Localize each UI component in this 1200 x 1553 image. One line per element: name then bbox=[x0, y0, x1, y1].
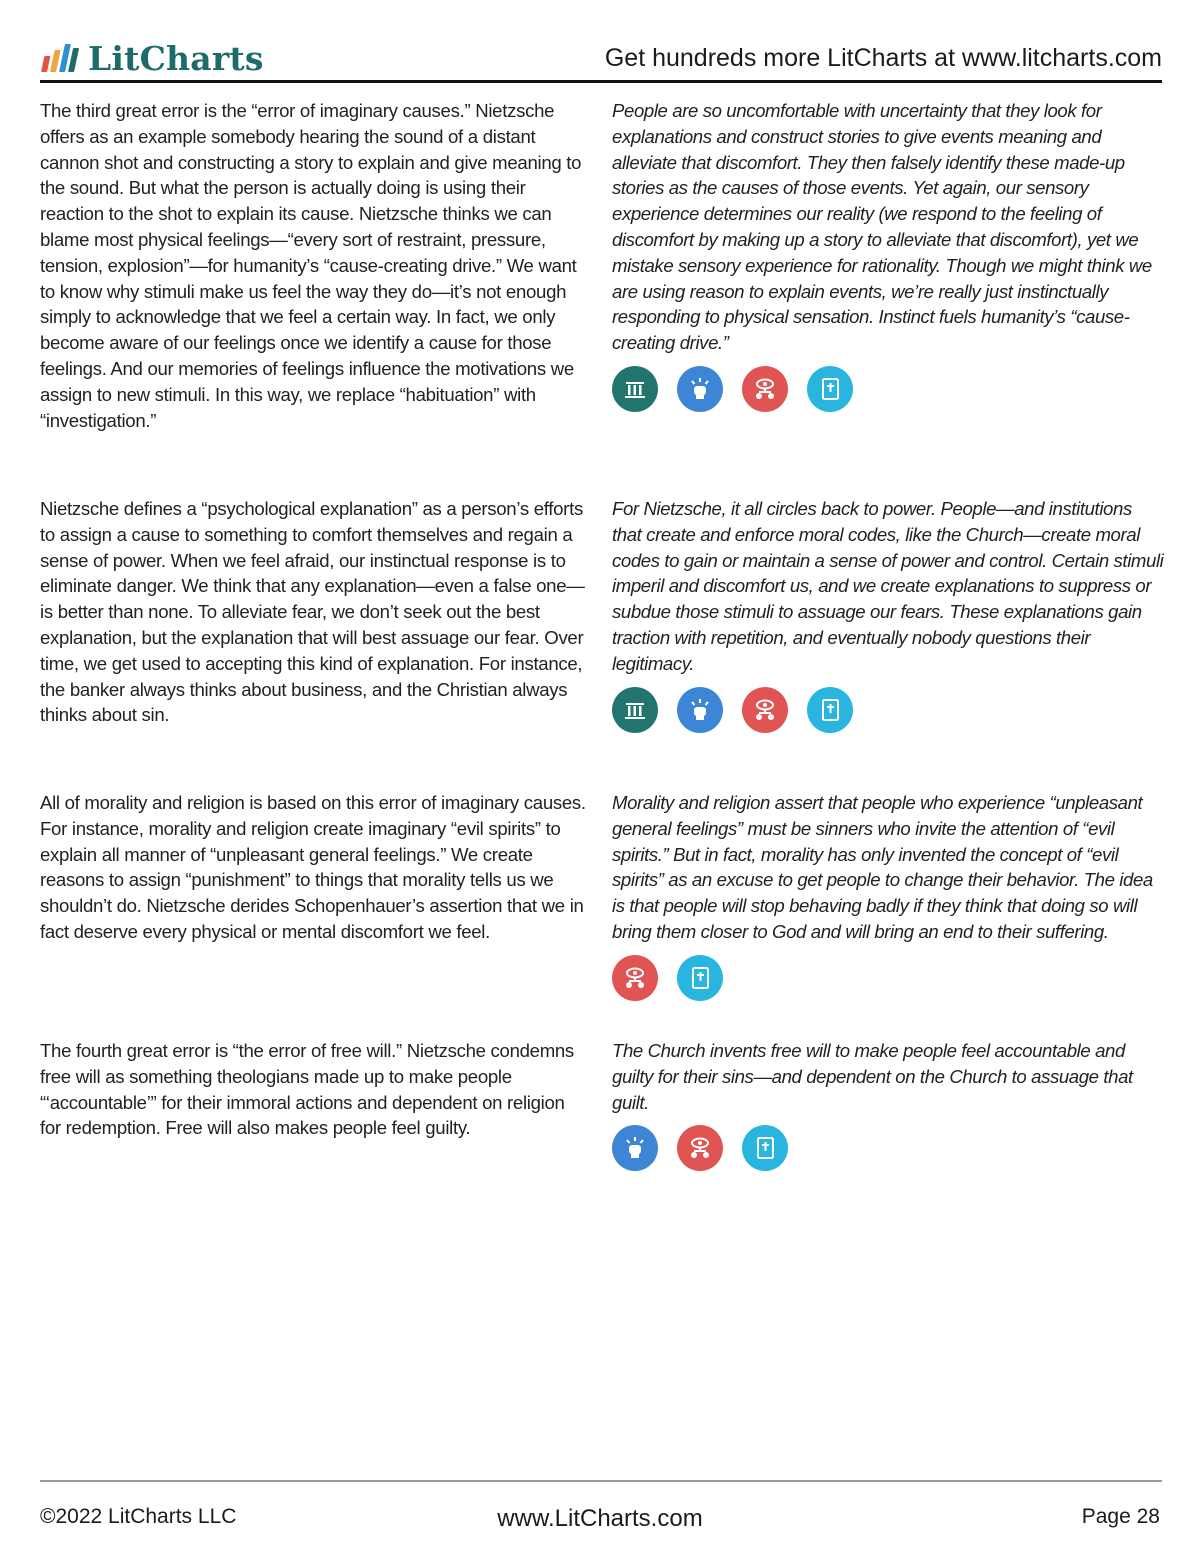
summary-text: The fourth great error is “the error of free will.” Nietzsche condemns free will as something theologians made up to make people “‘accountable’” for their immoral actions and dependent on religion for redemption. Free will also makes people feel guilty. bbox=[40, 1040, 574, 1139]
page-number: Page 28 bbox=[1081, 1505, 1160, 1528]
footer-url-link bbox=[0, 1505, 1200, 1533]
bible-icon[interactable] bbox=[807, 366, 853, 412]
fist-icon[interactable] bbox=[612, 1125, 658, 1171]
eye-icon[interactable] bbox=[742, 366, 788, 412]
footer-url[interactable]: www.LitCharts.com bbox=[497, 1505, 703, 1532]
footer-copyright: ©2022 LitCharts LLC bbox=[40, 1505, 237, 1528]
litcharts-logo[interactable] bbox=[44, 38, 264, 78]
eye-icon[interactable] bbox=[677, 1125, 723, 1171]
theme-icons bbox=[612, 687, 1164, 733]
summary-text: The third great error is the “error of imaginary causes.” Nietzsche offers as an example somebody hearing the sound of a distant cannon shot and constructing a story to explain and give meaning to the sound. But what the person is actually doing is using their reaction to the shot to explain its cause. Nietzsche thinks we can blame most physical feelings—“every sort of restraint, pressure, tension, explosion”—for humanity’s “cause-creating drive.” We want to know why stimuli make us feel the way they do—it’s not enough simply to acknowledge that we feel a certain way. In fact, we only become aware of our feelings once we identify a cause for those feelings. And our memories of feelings influence the motivations we assign to new stimuli. In this way, we replace “habituation” with “investigation.” bbox=[40, 100, 582, 431]
fist-icon[interactable] bbox=[677, 366, 723, 412]
analysis-text: People are so uncomfortable with uncertainty that they look for explanations and construct stories to give events meaning and alleviate that discomfort. They then falsely identify these made-up stories as the causes of those events. Yet again, our sensory experience determines our reality (we respond to the feeling of discomfort by making up a story to alleviate that discomfort), yet we mistake sensory experience for rationality. Though we might think we are using reason to explain events, we’re really just instinctually responding to physical sensation. Instinct fuels humanity’s “cause-creating drive.” bbox=[612, 100, 1152, 354]
summary-text: All of morality and religion is based on this error of imaginary causes. For instance, morality and religion create imaginary “evil spirits” to explain all manner of “unpleasant general feelings.” We create reasons to assign “punishment” to things that morality tells us we shouldn’t do. Nietzsche derides Schopenhauer’s assertion that we in fact deserve every physical or mental discomfort we feel. bbox=[40, 792, 586, 942]
analysis-column bbox=[612, 98, 1164, 412]
header-promo-link[interactable]: Get hundreds more LitCharts at www.litcharts.com bbox=[604, 44, 1162, 72]
analysis-column bbox=[612, 790, 1164, 1001]
theme-icons bbox=[612, 955, 1164, 1001]
eye-icon[interactable] bbox=[612, 955, 658, 1001]
eye-icon[interactable] bbox=[742, 687, 788, 733]
theme-icons bbox=[612, 1125, 1164, 1171]
theme-icons bbox=[612, 366, 1164, 412]
bible-icon[interactable] bbox=[807, 687, 853, 733]
pillars-icon[interactable] bbox=[612, 687, 658, 733]
analysis-text: The Church invents free will to make people feel accountable and guilty for their sins—and dependent on the Church to assuage that guilt. bbox=[612, 1040, 1133, 1113]
logo-bars-icon bbox=[41, 44, 83, 72]
header-divider bbox=[40, 80, 1162, 83]
summary-text: Nietzsche defines a “psychological explanation” as a person’s efforts to assign a cause to something to comfort themselves and regain a sense of power. When we feel afraid, our instinctual response is to eliminate danger. We think that any explanation—even a false one—is better than none. To alleviate fear, we don’t seek out the best explanation, but the explanation that will best assuage our fear. Over time, we get used to accepting this kind of explanation. For instance, the banker always thinks about business, and the Christian always thinks about sin. bbox=[40, 498, 585, 726]
fist-icon[interactable] bbox=[677, 687, 723, 733]
analysis-column bbox=[612, 496, 1164, 733]
page-header bbox=[40, 34, 1162, 80]
bible-icon[interactable] bbox=[742, 1125, 788, 1171]
logo-text: LitCharts bbox=[88, 38, 264, 78]
analysis-text: Morality and religion assert that people who experience “unpleasant general feelings” must be sinners who invite the attention of “evil spirits.” But in fact, morality has only invented the concept of “evil spirits” as an excuse to get people to change their behavior. The idea is that people will stop behaving badly if they think that doing so will bring them closer to God and will bring an end to their suffering. bbox=[612, 792, 1153, 942]
pillars-icon[interactable] bbox=[612, 366, 658, 412]
footer-divider bbox=[40, 1480, 1162, 1482]
analysis-text: For Nietzsche, it all circles back to power. People—and institutions that create and enforce moral codes, like the Church—create moral codes to gain or maintain a sense of power and control. Certain stimuli imperil and discomfort us, and we create explanations to suppress or subdue those stimuli to assuage our fears. These explanations gain traction with repetition, and eventually nobody questions their legitimacy. bbox=[612, 498, 1164, 674]
analysis-column bbox=[612, 1038, 1164, 1171]
bible-icon[interactable] bbox=[677, 955, 723, 1001]
